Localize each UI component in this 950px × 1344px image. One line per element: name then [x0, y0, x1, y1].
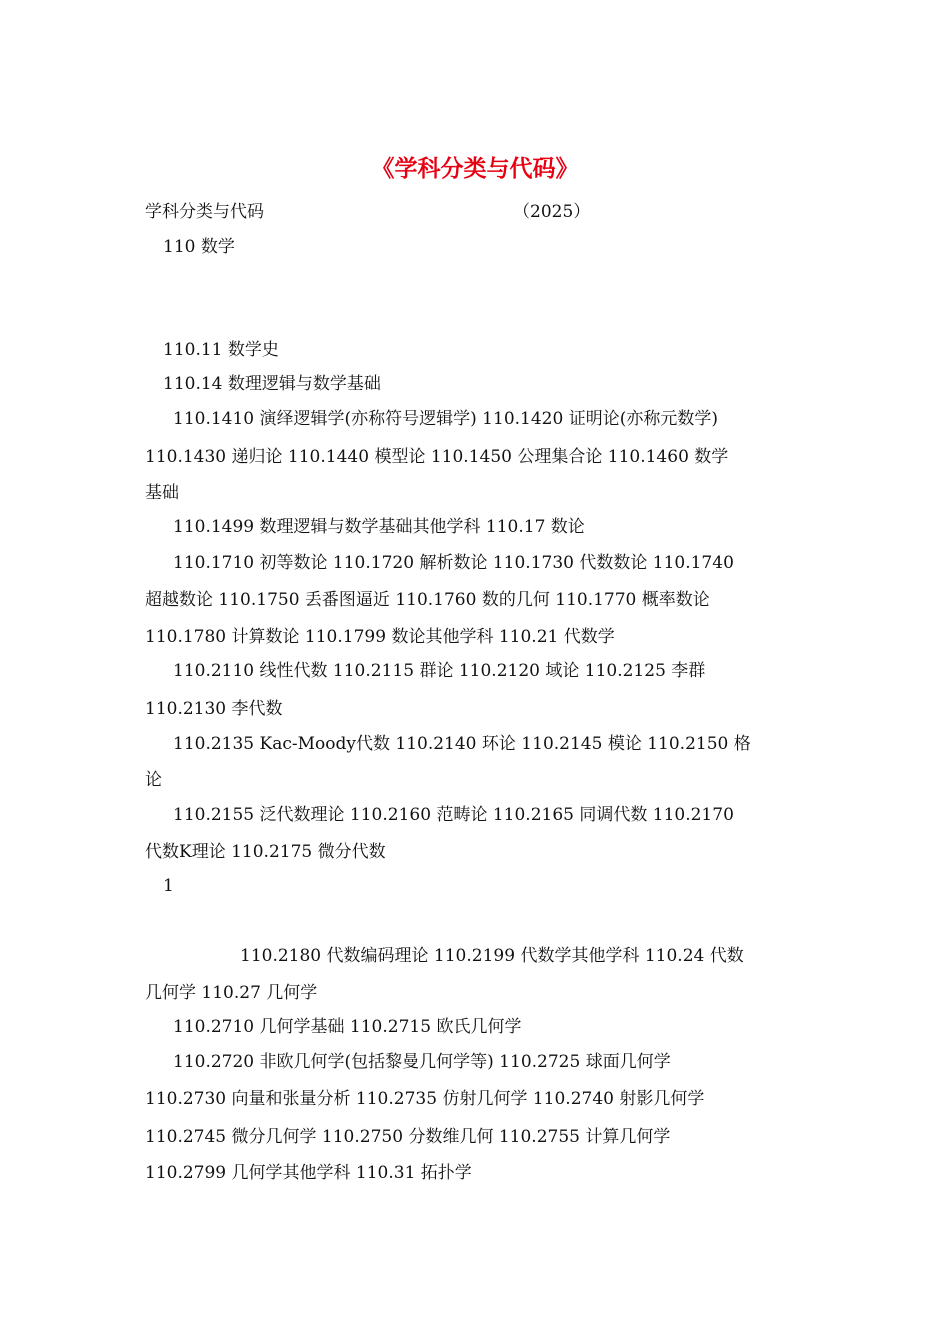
text-line: 110.2135 Kac-Moody代数 110.2140 环论 110.2145 模论 110.2150 格	[173, 734, 751, 754]
text-line: 基础	[145, 483, 179, 503]
text-line: 110.1710 初等数论 110.1720 解析数论 110.1730 代数数论 110.1740	[173, 553, 734, 573]
text-line: 110.2710 几何学基础 110.2715 欧氏几何学	[173, 1017, 522, 1037]
text-line: 110.2799 几何学其他学科 110.31 拓扑学	[145, 1163, 472, 1183]
page-number: 1	[163, 876, 174, 896]
header-year: （2025）	[513, 202, 591, 222]
text-line: 论	[145, 770, 162, 790]
text-line: 110.2180 代数编码理论 110.2199 代数学其他学科 110.24 代数	[240, 946, 744, 966]
text-line: 代数K理论 110.2175 微分代数	[145, 842, 386, 862]
text-line: 110.2110 线性代数 110.2115 群论 110.2120 域论 110.2125 李群	[173, 661, 706, 681]
text-line: 110.1430 递归论 110.1440 模型论 110.1450 公理集合论 110.1460 数学	[145, 447, 729, 467]
text-line: 110.14 数理逻辑与数学基础	[163, 374, 381, 394]
text-line: 几何学 110.27 几何学	[145, 983, 318, 1003]
text-line: 110.2155 泛代数理论 110.2160 范畴论 110.2165 同调代数 110.2170	[173, 805, 734, 825]
document-title: 《学科分类与代码》	[371, 155, 579, 182]
text-line: 110 数学	[163, 237, 235, 257]
text-line: 超越数论 110.1750 丢番图逼近 110.1760 数的几何 110.1770 概率数论	[145, 590, 710, 610]
text-line: 110.2730 向量和张量分析 110.2735 仿射几何学 110.2740 射影几何学	[145, 1089, 705, 1109]
text-line: 110.1780 计算数论 110.1799 数论其他学科 110.21 代数学	[145, 627, 615, 647]
text-line: 110.11 数学史	[163, 340, 279, 360]
text-line: 110.2130 李代数	[145, 699, 283, 719]
text-line: 110.1499 数理逻辑与数学基础其他学科 110.17 数论	[173, 517, 585, 537]
text-line: 110.1410 演绎逻辑学(亦称符号逻辑学) 110.1420 证明论(亦称元数学)	[173, 409, 718, 429]
text-line: 110.2745 微分几何学 110.2750 分数维几何 110.2755 计算几何学	[145, 1127, 671, 1147]
text-line: 110.2720 非欧几何学(包括黎曼几何学等) 110.2725 球面几何学	[173, 1052, 671, 1072]
header-label: 学科分类与代码	[145, 202, 264, 222]
